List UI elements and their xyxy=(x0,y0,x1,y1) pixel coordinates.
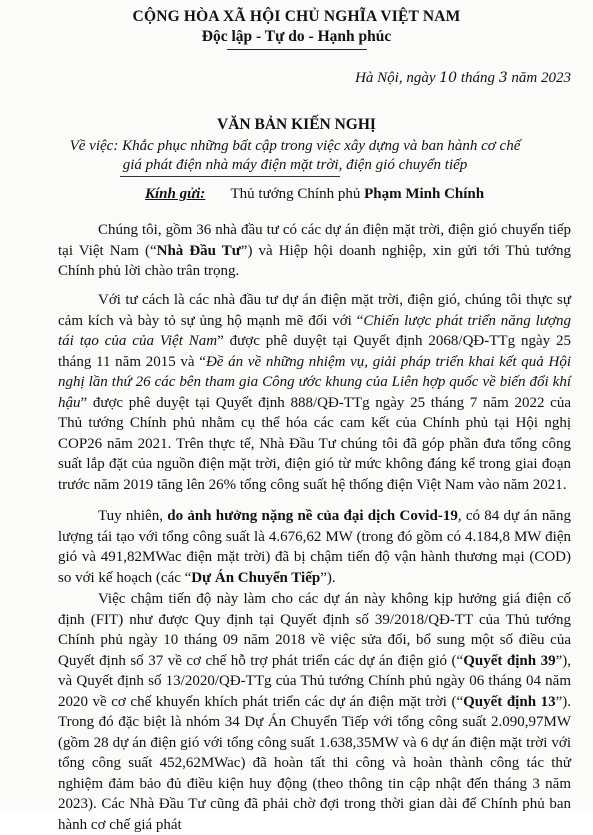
document-subject: Về việc: Khắc phục những bất cập trong việc xây dựng và ban hành cơ chế giá phát điện nhà máy điện mặt trời, điện gió chuyển tiếp xyxy=(69,138,521,173)
paragraph-2 xyxy=(58,290,571,495)
recipient-label: Kính gửi: xyxy=(145,186,206,202)
recipient-name: Phạm Minh Chính xyxy=(364,186,485,202)
subject-separator xyxy=(120,176,340,177)
paragraph-1 xyxy=(58,220,571,282)
para4-text-e: ”). Trong đó đặc biệt là nhóm 34 Dự Án Chuyển Tiếp với tổng công suất 2.090,97MW (gồm 28 dự án điện gió với tổng công suất 1.638,35MW và 6 dự án điện mặt trời với tổng công suất 452,62MWac) đã hoàn tất thi công và hoàn thành công tác thử nghiệm đảm bảo đủ điều kiện huy động (theo thông tin cập nhật đến tháng 3 năm 2023). Các Nhà Đầu Tư cũng đã phải chờ đợi trong thời gian dài để Chính phủ ban hành cơ chế giá phát xyxy=(58,693,571,833)
para3-text-a: Tuy nhiên, xyxy=(98,508,168,524)
country-heading: CỘNG HÒA XÃ HỘI CHỦ NGHĨA VIỆT NAM xyxy=(132,8,461,25)
para4-term-decision39: Quyết định 39 xyxy=(463,652,556,669)
date-day: 10 xyxy=(439,70,458,86)
para2-text-e: ” được phê duyệt tại Quyết định 888/QĐ-TTg ngày 25 tháng 7 năm 2022 của Thủ tướng Chính phủ nhằm cụ thể hóa các cam kết của Chính phủ tại Hội nghị COP26 năm 2021. Trên thực tế, Nhà Đầu Tư chúng tôi đã góp phần đưa tổng công suất lắp đặt của nguồn điện mặt trời, điện gió từ mức không đáng kể trong giai đoạn trước năm 2019 tăng lên 26% tổng công suất hệ thống điện Việt Nam vào năm 2021. xyxy=(58,394,571,493)
para1-term-investor: Nhà Đầu Tư xyxy=(156,242,241,259)
para2-strategy-title: Chiến lược phát triển năng lượng tái tạo của của Việt Nam xyxy=(58,312,571,349)
date-prefix: Hà Nội, ngày xyxy=(355,70,436,86)
document-title-text: VĂN BẢN KIẾN NGHỊ xyxy=(217,116,376,133)
para3-covid-phrase: do ảnh hưởng nặng nề của đại dịch Covid-19 xyxy=(167,508,458,524)
para2-project-title: Đề án về những nhiệm vụ, giải pháp triển khai kết quả Hội nghị lần thứ 26 các bên tham gia Công ước khung của Liên hợp quốc về biến đổi khí hậu xyxy=(58,353,571,411)
paragraph-3 xyxy=(58,506,571,588)
motto-underline xyxy=(227,49,367,50)
para2-text-a: Với tư cách là các nhà đầu tư dự án điện mặt trời, điện gió, chúng tôi thực sự cảm kích và bày tỏ sự ủng hộ mạnh mẽ đối với “ xyxy=(58,292,571,329)
date-year: năm 2023 xyxy=(511,70,571,86)
paragraph-4 xyxy=(58,589,571,835)
date-month-label: tháng xyxy=(460,70,495,86)
para3-text-e: ”). xyxy=(320,569,336,586)
para2-text-c: ” được phê duyệt tại Quyết định 2068/QĐ-TTg ngày 25 tháng 11 năm 2015 và “ xyxy=(58,333,571,370)
recipient-prefix: Thủ tướng Chính phủ xyxy=(230,186,361,202)
para3-text-c: , có 84 dự án năng lượng tái tạo với tổng công suất là 4.676,62 MW (trong đó gồm có 4.184,8 MW điện gió và 491,82MWac điện mặt trời) đã bị chậm tiến độ vận hành thương mại (COD) so với kế hoạch (các “ xyxy=(58,508,571,586)
date-month: 3 xyxy=(498,70,508,86)
para1-text-c: ”) và Hiệp hội doanh nghiệp, xin gửi tới Thủ tướng Chính phủ lời chào trân trọng. xyxy=(58,242,571,279)
para3-term-projects: Dự Án Chuyển Tiếp xyxy=(191,569,321,586)
para4-text-a: Việc chậm tiến độ này làm cho các dự án này không kịp hưởng giá điện cố định (FIT) như được Quy định tại Quyết định số 39/2018/QĐ-TT của Thủ tướng Chính phủ ngày 10 tháng 09 năm 2018 về việc sửa đổi, bổ sung một số điều của Quyết định số 37 về cơ chế hỗ trợ phát triển các dự án điện gió (“ xyxy=(58,591,571,669)
document-title xyxy=(0,116,593,134)
recipient-line xyxy=(145,186,484,203)
para4-text-c: ”), và Quyết định số 13/2020/QĐ-TTg của Thủ tướng Chính phủ ngày 06 tháng 04 năm 2020 về cơ chế khuyến khích phát triển các dự án điện mặt trời (“ xyxy=(58,652,572,710)
para4-term-decision13: Quyết định 13 xyxy=(463,693,556,710)
para1-text-a: Chúng tôi, gồm 36 nhà đầu tư có các dự án điện mặt trời, điện gió chuyển tiếp tại Việt Nam (“ xyxy=(58,222,571,259)
date-line xyxy=(355,70,571,87)
motto-heading: Độc lập - Tự do - Hạnh phúc xyxy=(201,28,392,45)
